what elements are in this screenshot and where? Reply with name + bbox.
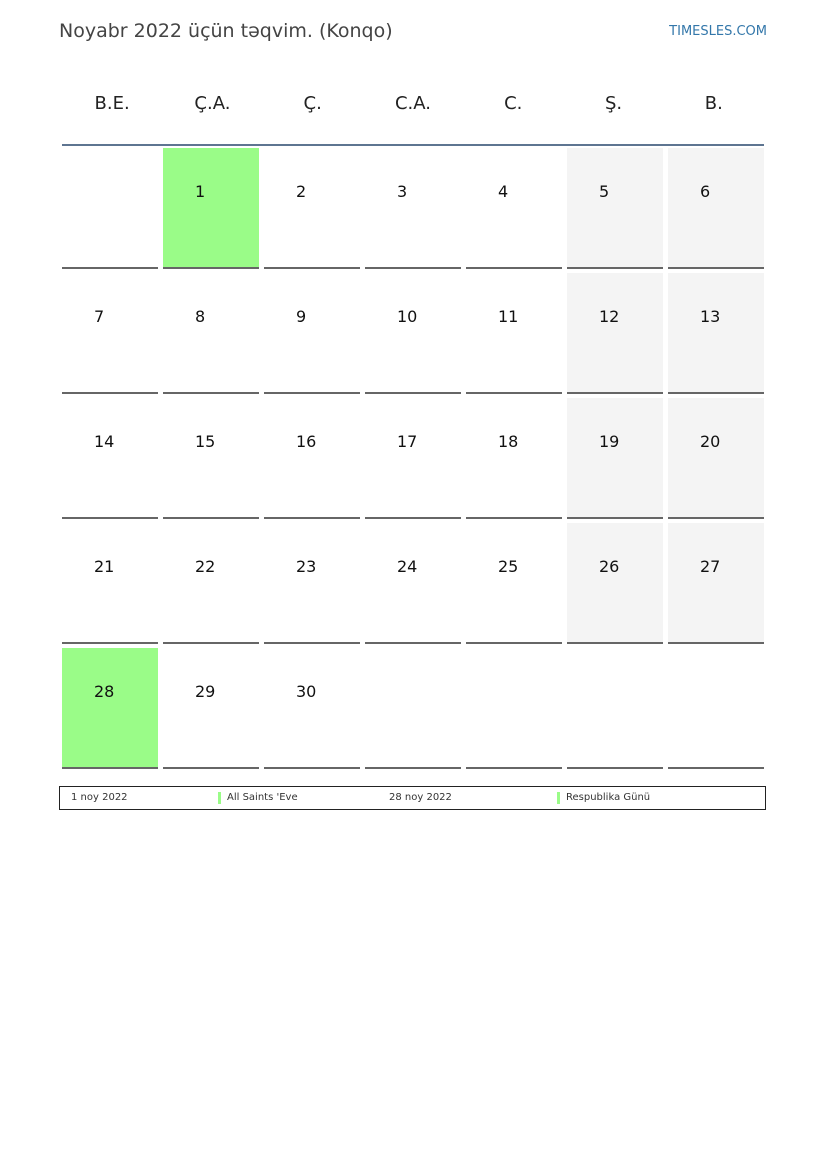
- day-number: 12: [599, 307, 620, 326]
- empty-day-cell: [466, 648, 562, 769]
- day-number: 10: [397, 307, 418, 326]
- day-cell-4: [466, 148, 562, 269]
- day-cell-25: [466, 523, 562, 644]
- day-cell-18: [466, 398, 562, 519]
- weekday-label: C.A.: [394, 93, 431, 114]
- brand-link[interactable]: TIMESLES.COM: [669, 24, 767, 39]
- day-cell-20: [668, 398, 764, 519]
- day-number: 28: [94, 682, 115, 701]
- day-number: 16: [296, 432, 317, 451]
- day-cell-7: [62, 273, 158, 394]
- page-title: Noyabr 2022 üçün təqvim. (Konqo): [59, 20, 393, 42]
- day-cell-21: [62, 523, 158, 644]
- legend-date: 1 noy 2022: [71, 792, 128, 803]
- day-number: 24: [397, 557, 418, 576]
- day-cell-5: [567, 148, 663, 269]
- day-cell-12: [567, 273, 663, 394]
- day-number: 25: [498, 557, 519, 576]
- day-number: 29: [195, 682, 216, 701]
- day-number: 3: [397, 182, 408, 201]
- day-number: 17: [397, 432, 418, 451]
- day-cell-9: [264, 273, 360, 394]
- day-cell-30: [264, 648, 360, 769]
- day-cell-8: [163, 273, 259, 394]
- day-cell-1: [163, 148, 259, 269]
- day-number: 30: [296, 682, 317, 701]
- day-cell-2: [264, 148, 360, 269]
- day-number: 20: [700, 432, 721, 451]
- day-number: 22: [195, 557, 216, 576]
- holiday-color-marker: [557, 792, 560, 804]
- day-number: 2: [296, 182, 307, 201]
- day-number: 6: [700, 182, 711, 201]
- day-number: 5: [599, 182, 610, 201]
- legend-holiday-name: Respublika Günü: [566, 792, 651, 803]
- day-number: 1: [195, 182, 206, 201]
- empty-day-cell: [62, 148, 158, 269]
- weekday-label: Ç.A.: [194, 93, 231, 114]
- day-number: 26: [599, 557, 620, 576]
- weekday-label: B.E.: [94, 93, 130, 114]
- weekday-label: Ç.: [303, 93, 322, 114]
- weekday-label: B.: [704, 93, 723, 114]
- calendar-grid: [62, 148, 766, 769]
- day-number: 27: [700, 557, 721, 576]
- day-cell-29: [163, 648, 259, 769]
- holiday-legend: [59, 786, 766, 810]
- day-number: 15: [195, 432, 216, 451]
- day-number: 18: [498, 432, 519, 451]
- day-number: 8: [195, 307, 206, 326]
- day-cell-13: [668, 273, 764, 394]
- day-cell-23: [264, 523, 360, 644]
- holiday-color-marker: [218, 792, 221, 804]
- day-cell-16: [264, 398, 360, 519]
- weekday-label: C.: [504, 93, 523, 114]
- day-cell-15: [163, 398, 259, 519]
- weekday-label: Ş.: [604, 93, 623, 114]
- day-cell-27: [668, 523, 764, 644]
- day-cell-26: [567, 523, 663, 644]
- day-cell-3: [365, 148, 461, 269]
- legend-holiday-name: All Saints 'Eve: [227, 792, 298, 803]
- empty-day-cell: [365, 648, 461, 769]
- day-cell-28: [62, 648, 158, 769]
- day-cell-19: [567, 398, 663, 519]
- empty-day-cell: [668, 648, 764, 769]
- day-number: 4: [498, 182, 509, 201]
- day-number: 13: [700, 307, 721, 326]
- day-number: 19: [599, 432, 620, 451]
- legend-date: 28 noy 2022: [389, 792, 452, 803]
- day-cell-6: [668, 148, 764, 269]
- day-cell-24: [365, 523, 461, 644]
- day-number: 21: [94, 557, 115, 576]
- day-number: 23: [296, 557, 317, 576]
- empty-day-cell: [567, 648, 663, 769]
- day-number: 9: [296, 307, 307, 326]
- weekday-header-row: [62, 82, 764, 146]
- day-cell-17: [365, 398, 461, 519]
- day-number: 11: [498, 307, 519, 326]
- day-cell-22: [163, 523, 259, 644]
- day-number: 14: [94, 432, 115, 451]
- day-cell-14: [62, 398, 158, 519]
- day-cell-10: [365, 273, 461, 394]
- day-cell-11: [466, 273, 562, 394]
- day-number: 7: [94, 307, 105, 326]
